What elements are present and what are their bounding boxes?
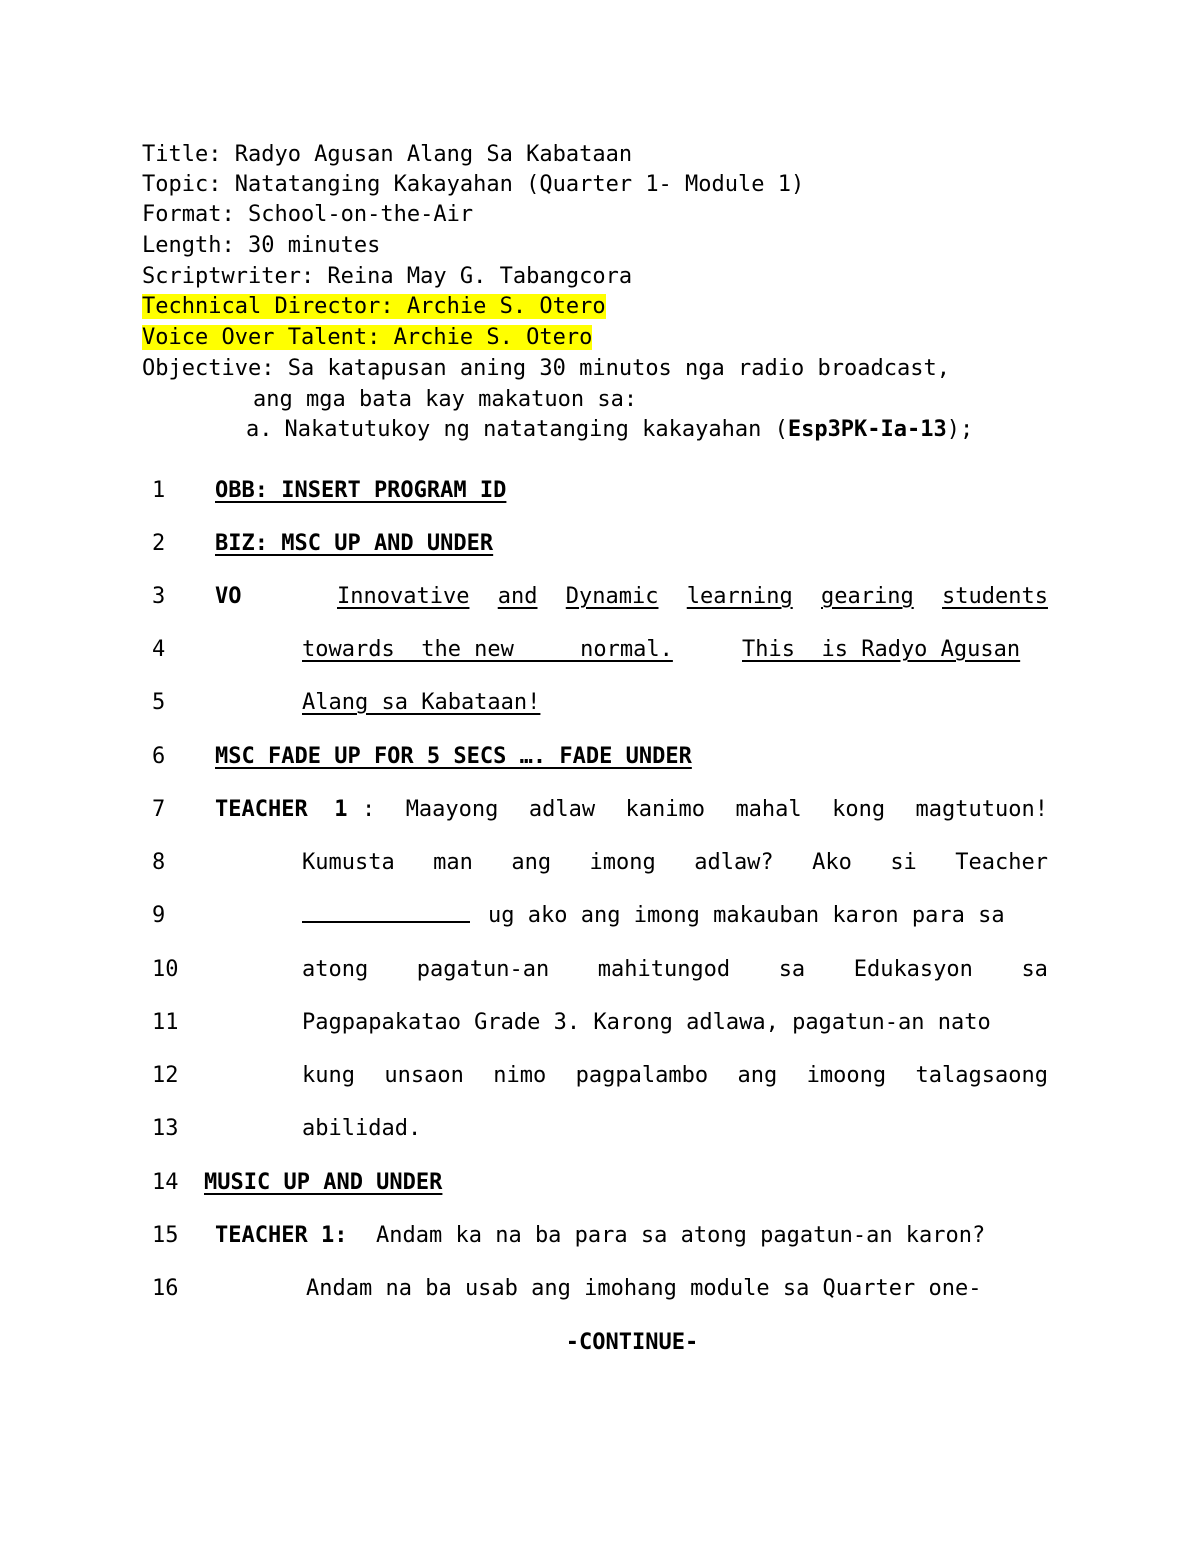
line-number: 14 xyxy=(152,1170,179,1195)
line-11-text: Pagpapakatao Grade 3. Karong adlawa, pagatun-an nato xyxy=(302,1010,991,1035)
objective-item-end: ); xyxy=(946,417,974,442)
script-objective-continued: ang mga bata kay makatuon sa: xyxy=(253,387,638,412)
script-format: Format: School-on-the-Air xyxy=(142,202,474,227)
line-9-text: ug ako ang imong makauban karon para sa xyxy=(488,903,1005,928)
line-number: 11 xyxy=(152,1010,179,1035)
word: pagatun-an xyxy=(416,957,550,982)
line-number: 2 xyxy=(152,531,166,556)
word: Dynamic xyxy=(565,584,659,609)
word: students xyxy=(942,584,1048,609)
word: man xyxy=(433,850,473,875)
word: kanimo xyxy=(625,797,705,822)
word: kung xyxy=(302,1063,355,1088)
word: adlaw? xyxy=(694,850,774,875)
word: Teacher xyxy=(955,850,1048,875)
script-length: Length: 30 minutes xyxy=(142,233,381,258)
speaker-label: TEACHER xyxy=(215,797,308,822)
word: mahal xyxy=(735,797,802,822)
line-number: 16 xyxy=(152,1276,179,1301)
word: gearing xyxy=(821,584,914,609)
word: magtutuon! xyxy=(915,797,1048,822)
word: learning xyxy=(686,584,793,609)
word: talagsaong xyxy=(915,1063,1048,1088)
word: : xyxy=(362,797,376,822)
line-number: 4 xyxy=(152,637,166,662)
word: si xyxy=(890,850,917,875)
speaker-teacher-1-second: TEACHER 1: xyxy=(215,1223,348,1248)
cue-msc-fade: MSC FADE UP FOR 5 SECS …. FADE UNDER xyxy=(215,744,692,769)
line-4-text-a: towards the new normal. xyxy=(302,637,673,662)
word: Innovative xyxy=(337,584,470,609)
script-title: Title: Radyo Agusan Alang Sa Kabataan xyxy=(142,142,633,167)
speaker-vo: VO xyxy=(215,584,242,609)
word: atong xyxy=(302,957,369,982)
script-scriptwriter: Scriptwriter: Reina May G. Tabangcora xyxy=(142,264,633,289)
word: Ako xyxy=(812,850,852,875)
objective-item-marker: a. xyxy=(246,417,273,442)
word: ang xyxy=(511,850,552,875)
line-number: 12 xyxy=(152,1063,179,1088)
cue-obb: OBB: INSERT PROGRAM ID xyxy=(215,478,507,503)
line-number: 9 xyxy=(152,903,166,928)
line-number: 7 xyxy=(152,797,166,822)
name-blank xyxy=(302,903,470,923)
script-topic: Topic: Natatanging Kakayahan (Quarter 1- Module 1) xyxy=(142,172,805,197)
line-15-text: Andam ka na ba para sa atong pagatun-an karon? xyxy=(376,1223,986,1248)
word: kong xyxy=(832,797,886,822)
script-objective: Objective: Sa katapusan aning 30 minutos nga radio broadcast, xyxy=(142,356,950,381)
word: nimo xyxy=(493,1063,547,1088)
highlight-voice-over: Voice Over Talent: Archie S. Otero xyxy=(142,325,593,350)
line-number: 10 xyxy=(152,957,179,982)
line-4-text-b: This is Radyo Agusan xyxy=(742,637,1021,662)
word: ang xyxy=(737,1063,778,1088)
line-10-text xyxy=(302,957,1048,982)
line-16-text: Andam na ba usab ang imohang module sa Quarter one- xyxy=(306,1276,982,1301)
line-number: 15 xyxy=(152,1223,179,1248)
word: and xyxy=(497,584,538,609)
word: adlaw xyxy=(528,797,596,822)
script-technical-director xyxy=(142,292,606,322)
word: Edukasyon xyxy=(853,957,973,982)
cue-biz: BIZ: MSC UP AND UNDER xyxy=(215,531,494,556)
line-number: 6 xyxy=(152,744,166,769)
line-number: 3 xyxy=(152,584,166,609)
word: mahitungod xyxy=(597,957,731,982)
word: imoong xyxy=(806,1063,887,1088)
line-3-text xyxy=(337,584,1048,609)
script-voice-over xyxy=(142,323,592,353)
word: Maayong xyxy=(405,797,499,822)
line-12-text xyxy=(302,1063,1048,1088)
line-number: 13 xyxy=(152,1116,179,1141)
word: pagpalambo xyxy=(575,1063,709,1088)
speaker-teacher-1 xyxy=(215,797,347,822)
objective-item-code: Esp3PK-Ia-13 xyxy=(787,417,947,442)
line-number: 5 xyxy=(152,690,166,715)
line-number: 8 xyxy=(152,850,166,875)
line-number: 1 xyxy=(152,478,166,503)
objective-item xyxy=(246,415,973,445)
word: unsaon xyxy=(384,1063,464,1088)
line-8-text xyxy=(302,850,1048,875)
word: Kumusta xyxy=(302,850,395,875)
word: imong xyxy=(589,850,656,875)
line-7-text xyxy=(362,797,1048,822)
line-13-text: abilidad. xyxy=(302,1116,422,1141)
cue-music-up: MUSIC UP AND UNDER xyxy=(204,1170,443,1195)
word: sa xyxy=(778,957,806,982)
word: sa xyxy=(1021,957,1048,982)
continue-marker: -CONTINUE- xyxy=(565,1330,699,1355)
speaker-number: 1 xyxy=(334,797,348,822)
line-5-text: Alang sa Kabataan! xyxy=(302,690,541,715)
highlight-technical-director: Technical Director: Archie S. Otero xyxy=(142,294,606,319)
line-9-blank xyxy=(302,903,470,929)
objective-item-text: Nakatutukoy ng natatanging kakayahan ( xyxy=(284,417,788,442)
